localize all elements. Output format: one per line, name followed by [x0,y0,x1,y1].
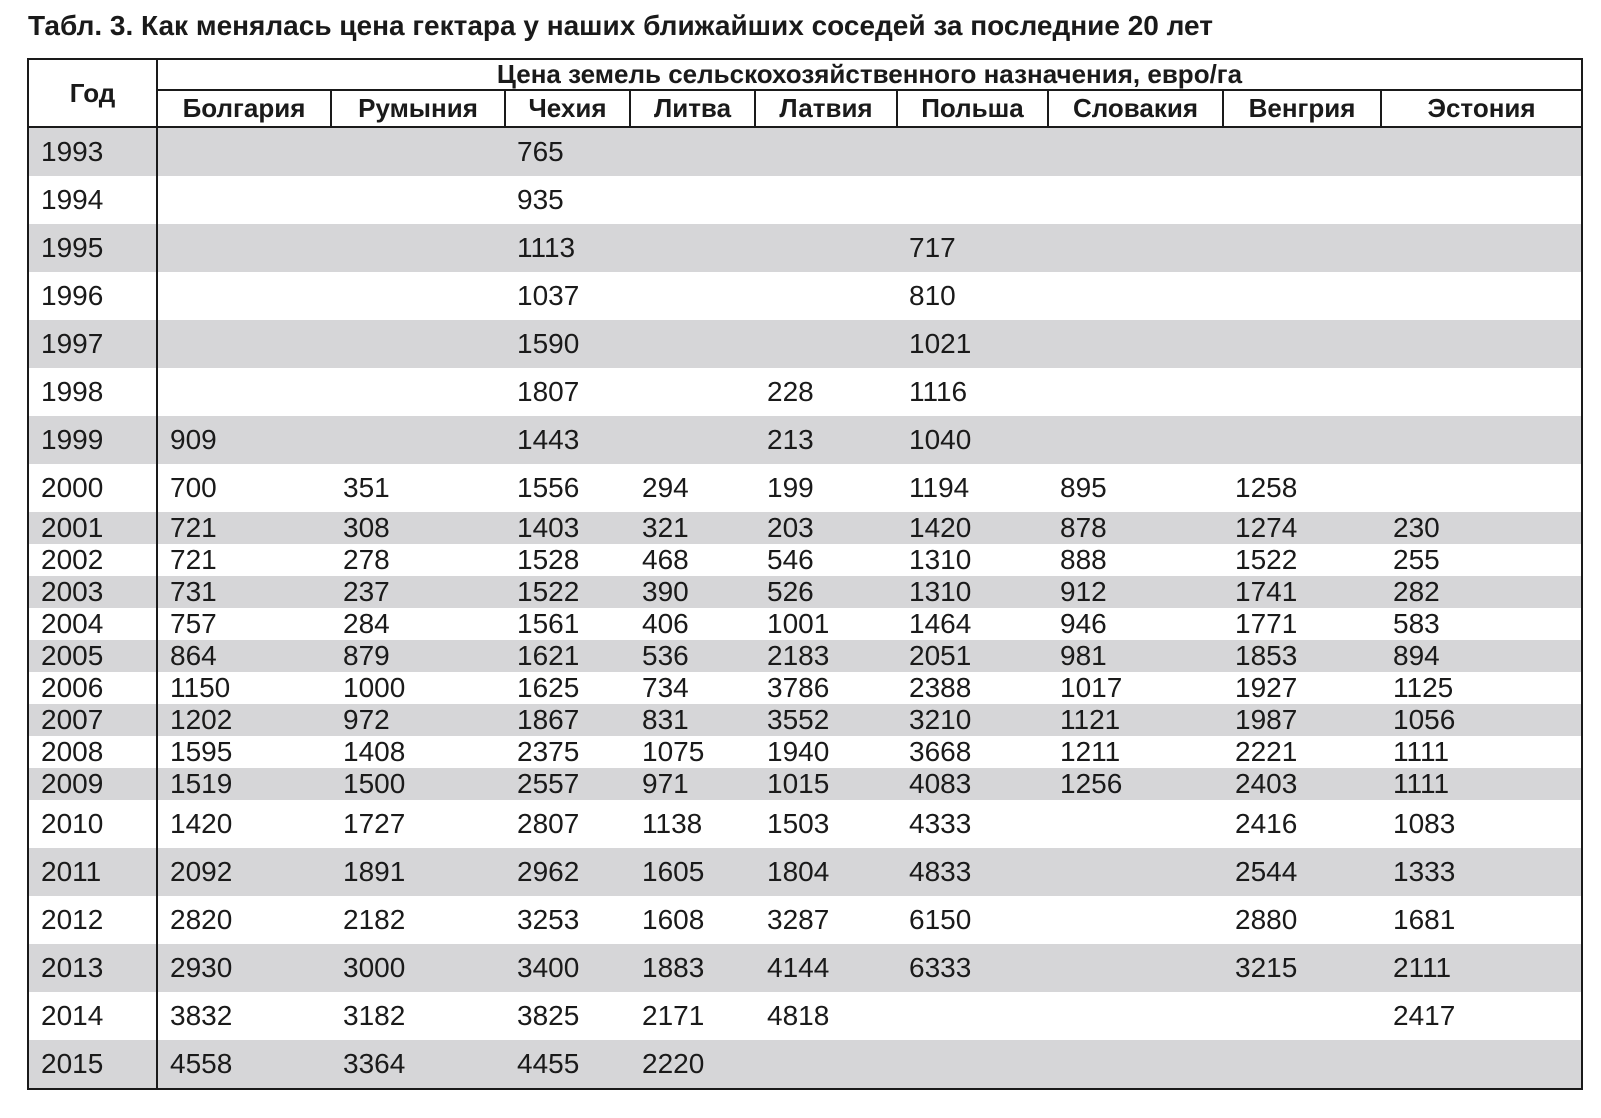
price-cell: 1420 [897,512,1048,544]
price-cell: 1443 [505,416,630,464]
price-cell: 2183 [755,640,897,672]
price-cell: 3825 [505,992,630,1040]
price-cell [157,224,331,272]
year-cell: 2011 [28,848,157,896]
price-cell: 1001 [755,608,897,640]
price-cell [1381,368,1582,416]
price-cell: 717 [897,224,1048,272]
price-cell [1381,127,1582,176]
year-column-header: Год [28,59,157,127]
price-cell: 946 [1048,608,1223,640]
country-header: Словакия [1048,90,1223,127]
price-cell: 1138 [630,800,755,848]
table-row [28,896,1582,944]
price-cell: 810 [897,272,1048,320]
table-body [28,127,1582,1089]
price-cell: 294 [630,464,755,512]
price-cell: 203 [755,512,897,544]
price-cell: 1727 [331,800,505,848]
table-row [28,320,1582,368]
price-cell: 1083 [1381,800,1582,848]
price-cell: 1310 [897,576,1048,608]
price-cell: 3552 [755,704,897,736]
price-cell: 3786 [755,672,897,704]
table-row [28,608,1582,640]
price-cell: 1113 [505,224,630,272]
price-cell: 864 [157,640,331,672]
price-cell: 237 [331,576,505,608]
price-cell [755,272,897,320]
price-cell [157,272,331,320]
year-cell: 2005 [28,640,157,672]
price-cell [1048,416,1223,464]
year-cell: 1993 [28,127,157,176]
country-header: Болгария [157,90,331,127]
price-cell: 972 [331,704,505,736]
price-cell: 700 [157,464,331,512]
price-cell: 4455 [505,1040,630,1089]
price-cell [897,176,1048,224]
price-cell: 308 [331,512,505,544]
price-cell [1048,320,1223,368]
price-cell: 1853 [1223,640,1381,672]
price-cell [630,272,755,320]
price-cell [1223,416,1381,464]
price-cell: 526 [755,576,897,608]
year-cell: 2002 [28,544,157,576]
price-cell [1381,416,1582,464]
price-cell: 912 [1048,576,1223,608]
price-cell: 1519 [157,768,331,800]
price-cell: 3000 [331,944,505,992]
price-cell [755,320,897,368]
price-cell: 1522 [1223,544,1381,576]
price-cell: 6333 [897,944,1048,992]
price-cell: 1017 [1048,672,1223,704]
price-cell: 888 [1048,544,1223,576]
price-cell: 1116 [897,368,1048,416]
price-cell: 2416 [1223,800,1381,848]
price-cell: 1522 [505,576,630,608]
table-row [28,224,1582,272]
price-cell: 4083 [897,768,1048,800]
price-cell: 278 [331,544,505,576]
price-cell: 1681 [1381,896,1582,944]
price-cell: 757 [157,608,331,640]
price-cell: 1274 [1223,512,1381,544]
year-cell: 2008 [28,736,157,768]
price-cell [331,272,505,320]
price-cell: 1125 [1381,672,1582,704]
table-row [28,176,1582,224]
year-cell: 1996 [28,272,157,320]
price-cell: 1420 [157,800,331,848]
price-cell: 1111 [1381,736,1582,768]
price-cell: 2051 [897,640,1048,672]
price-cell [1048,944,1223,992]
year-cell: 2014 [28,992,157,1040]
price-cell: 1807 [505,368,630,416]
year-cell: 2000 [28,464,157,512]
table-row [28,576,1582,608]
price-cell [1381,176,1582,224]
price-cell: 1528 [505,544,630,576]
price-cell [1048,1040,1223,1089]
year-cell: 2009 [28,768,157,800]
land-price-table [27,58,1583,1090]
price-cell: 1150 [157,672,331,704]
price-cell: 1021 [897,320,1048,368]
table-row [28,800,1582,848]
price-cell: 878 [1048,512,1223,544]
price-cell [157,368,331,416]
price-cell: 1867 [505,704,630,736]
price-cell: 1408 [331,736,505,768]
price-cell [1223,992,1381,1040]
price-cell [157,176,331,224]
price-cell: 1556 [505,464,630,512]
price-cell: 1608 [630,896,755,944]
price-cell [331,368,505,416]
price-cell: 1037 [505,272,630,320]
country-header: Румыния [331,90,505,127]
price-cell [1381,320,1582,368]
price-cell [630,416,755,464]
price-cell: 1621 [505,640,630,672]
price-cell: 1771 [1223,608,1381,640]
price-cell: 3832 [157,992,331,1040]
price-cell: 734 [630,672,755,704]
country-header: Латвия [755,90,897,127]
year-cell: 1997 [28,320,157,368]
price-cell: 4833 [897,848,1048,896]
price-cell [331,176,505,224]
price-cell: 2182 [331,896,505,944]
price-cell: 731 [157,576,331,608]
price-cell: 895 [1048,464,1223,512]
price-cell: 284 [331,608,505,640]
price-cell: 2375 [505,736,630,768]
price-cell: 721 [157,512,331,544]
table-row [28,640,1582,672]
price-cell: 406 [630,608,755,640]
price-cell: 2417 [1381,992,1582,1040]
price-cell: 1056 [1381,704,1582,736]
year-cell: 1999 [28,416,157,464]
price-cell: 2962 [505,848,630,896]
price-cell: 3210 [897,704,1048,736]
price-cell [331,416,505,464]
price-cell: 1202 [157,704,331,736]
year-cell: 1995 [28,224,157,272]
table-row [28,272,1582,320]
price-cell: 583 [1381,608,1582,640]
year-cell: 2001 [28,512,157,544]
price-cell: 4144 [755,944,897,992]
price-cell: 1503 [755,800,897,848]
price-cell: 228 [755,368,897,416]
price-cell: 2807 [505,800,630,848]
price-cell [1048,224,1223,272]
price-cell: 1464 [897,608,1048,640]
price-cell: 1987 [1223,704,1381,736]
table-row [28,464,1582,512]
table-row [28,704,1582,736]
price-cell: 1075 [630,736,755,768]
price-cell: 1333 [1381,848,1582,896]
price-cell: 6150 [897,896,1048,944]
price-cell: 935 [505,176,630,224]
price-cell [630,176,755,224]
price-cell: 1927 [1223,672,1381,704]
price-cell: 1015 [755,768,897,800]
price-cell: 879 [331,640,505,672]
price-cell: 1741 [1223,576,1381,608]
country-header: Эстония [1381,90,1582,127]
price-cell [1381,1040,1582,1089]
price-cell: 1111 [1381,768,1582,800]
price-cell [331,127,505,176]
price-cell: 3182 [331,992,505,1040]
price-cell: 1605 [630,848,755,896]
price-cell: 2403 [1223,768,1381,800]
price-cell: 1883 [630,944,755,992]
table-row [28,768,1582,800]
price-cell: 3364 [331,1040,505,1089]
price-cell: 2557 [505,768,630,800]
price-cell: 1310 [897,544,1048,576]
year-cell: 2013 [28,944,157,992]
year-cell: 1994 [28,176,157,224]
price-cell: 1500 [331,768,505,800]
price-cell: 1940 [755,736,897,768]
price-cell [1381,224,1582,272]
price-cell: 3400 [505,944,630,992]
country-header: Польша [897,90,1048,127]
price-cell [1381,272,1582,320]
price-cell: 909 [157,416,331,464]
price-cell [157,320,331,368]
price-cell: 1256 [1048,768,1223,800]
table-row [28,992,1582,1040]
table-row [28,127,1582,176]
table-row [28,368,1582,416]
country-header: Чехия [505,90,630,127]
table-row [28,672,1582,704]
year-cell: 2006 [28,672,157,704]
price-cell: 1804 [755,848,897,896]
price-cell [1048,992,1223,1040]
price-cell: 213 [755,416,897,464]
price-cell: 2221 [1223,736,1381,768]
price-cell: 1561 [505,608,630,640]
price-cell [1048,800,1223,848]
price-cell [755,127,897,176]
price-cell [630,127,755,176]
price-cell: 1000 [331,672,505,704]
year-cell: 2012 [28,896,157,944]
country-header: Литва [630,90,755,127]
price-cell: 351 [331,464,505,512]
table-row [28,848,1582,896]
table-row [28,544,1582,576]
country-header: Венгрия [1223,90,1381,127]
price-cell: 468 [630,544,755,576]
price-cell: 2930 [157,944,331,992]
price-cell: 2388 [897,672,1048,704]
price-cell [897,1040,1048,1089]
price-cell: 3287 [755,896,897,944]
table-row [28,416,1582,464]
price-cell: 765 [505,127,630,176]
price-cell: 1194 [897,464,1048,512]
table-row [28,944,1582,992]
price-cell: 536 [630,640,755,672]
price-cell: 390 [630,576,755,608]
price-cell: 894 [1381,640,1582,672]
price-cell: 2171 [630,992,755,1040]
price-cell: 2820 [157,896,331,944]
price-cell [1223,127,1381,176]
price-cell [331,224,505,272]
price-cell: 1040 [897,416,1048,464]
price-cell [331,320,505,368]
price-cell: 282 [1381,576,1582,608]
price-cell [630,368,755,416]
price-cell [157,127,331,176]
price-cell: 1211 [1048,736,1223,768]
price-cell [755,176,897,224]
table-row [28,736,1582,768]
price-cell: 546 [755,544,897,576]
price-cell [755,224,897,272]
price-cell: 2220 [630,1040,755,1089]
price-cell: 1121 [1048,704,1223,736]
price-cell: 255 [1381,544,1582,576]
year-cell: 2010 [28,800,157,848]
price-cell: 831 [630,704,755,736]
price-cell: 1891 [331,848,505,896]
price-cell [1223,272,1381,320]
price-cell [897,127,1048,176]
price-cell: 1258 [1223,464,1381,512]
year-cell: 2003 [28,576,157,608]
price-cell: 199 [755,464,897,512]
price-cell [1048,272,1223,320]
price-cell: 4333 [897,800,1048,848]
table-row [28,512,1582,544]
price-group-header: Цена земель сельскохозяйственного назначения, евро/га [157,59,1582,90]
price-cell: 3215 [1223,944,1381,992]
price-cell [1223,176,1381,224]
price-cell: 3668 [897,736,1048,768]
price-cell: 2544 [1223,848,1381,896]
price-cell: 971 [630,768,755,800]
price-cell [630,320,755,368]
price-cell: 321 [630,512,755,544]
year-cell: 2004 [28,608,157,640]
price-cell: 4818 [755,992,897,1040]
price-cell [1223,224,1381,272]
table-title: Табл. 3. Как менялась цена гектара у наших ближайших соседей за последние 20 лет [28,10,1213,41]
year-cell: 2007 [28,704,157,736]
price-cell: 981 [1048,640,1223,672]
price-cell [1223,1040,1381,1089]
price-cell: 2880 [1223,896,1381,944]
price-cell [630,224,755,272]
price-cell [1223,368,1381,416]
table-row [28,1040,1582,1089]
price-cell: 4558 [157,1040,331,1089]
price-cell: 1403 [505,512,630,544]
price-cell: 1625 [505,672,630,704]
price-cell [1048,848,1223,896]
price-cell: 1590 [505,320,630,368]
price-cell: 1595 [157,736,331,768]
price-cell [1048,127,1223,176]
price-cell: 230 [1381,512,1582,544]
price-cell [1048,176,1223,224]
price-cell [1048,368,1223,416]
price-cell [897,992,1048,1040]
price-cell [1048,896,1223,944]
price-cell: 2092 [157,848,331,896]
price-cell [1223,320,1381,368]
price-cell: 2111 [1381,944,1582,992]
price-cell [1381,464,1582,512]
year-cell: 2015 [28,1040,157,1089]
price-cell: 721 [157,544,331,576]
year-cell: 1998 [28,368,157,416]
price-cell: 3253 [505,896,630,944]
price-cell [755,1040,897,1089]
